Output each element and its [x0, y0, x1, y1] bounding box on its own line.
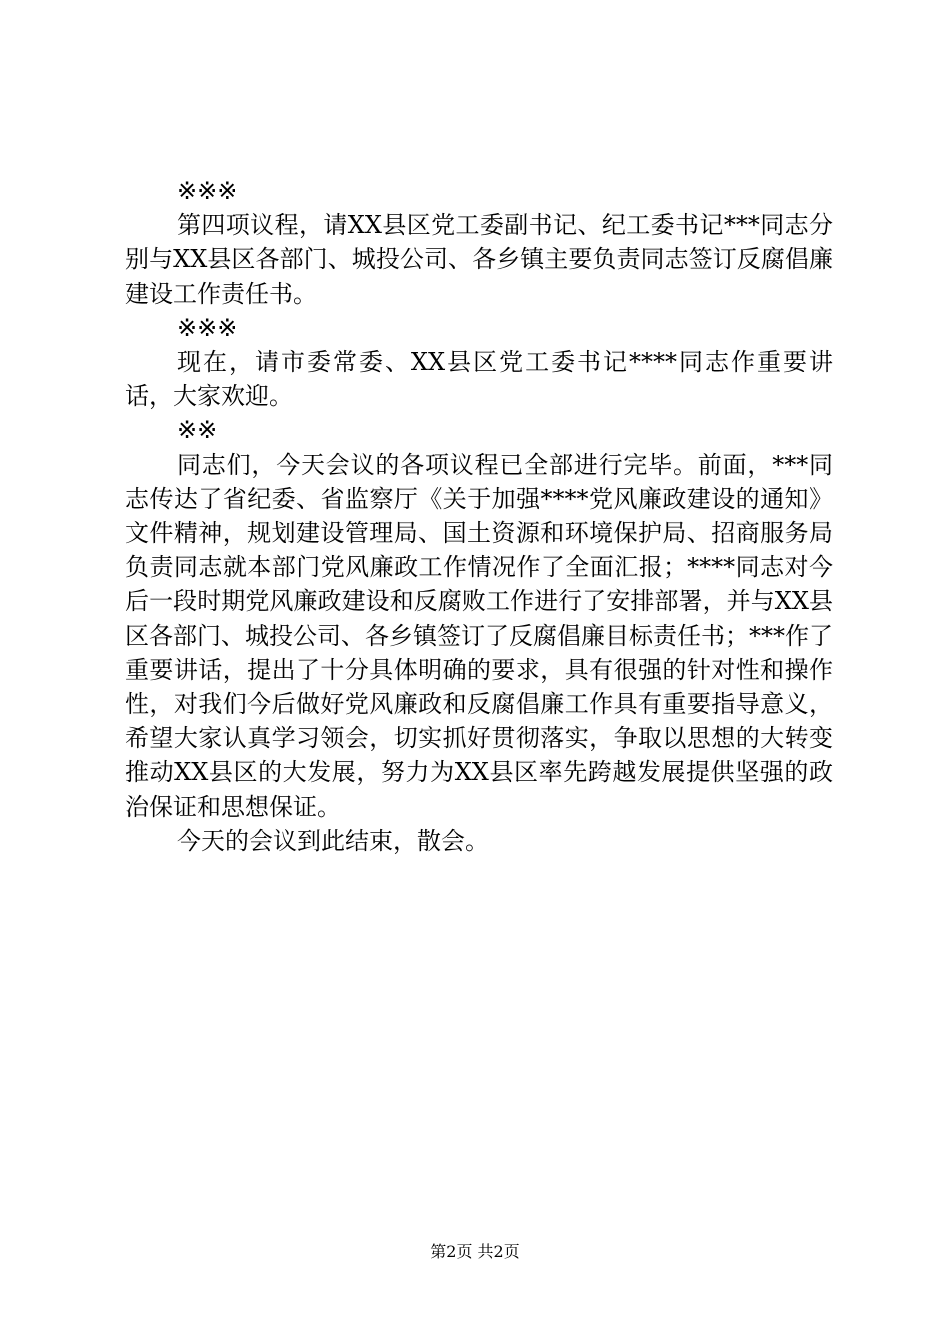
paragraph-meeting-adjourned: 今天的会议到此结束，散会。: [177, 826, 489, 855]
document-body: [125, 174, 833, 858]
section-separator: ※※: [177, 416, 218, 445]
paragraph-agenda-item-four: 第四项议程，请XX县区党工委副书记、纪工委书记***同志分别与XX县区各部门、城投公司、各乡镇主要负责同志签订反腐倡廉建设工作责任书。: [125, 211, 833, 308]
section-separator: ※※※: [177, 177, 238, 205]
page-number-footer: 第2页 共2页: [430, 1242, 520, 1261]
paragraph-closing-summary: 同志们，今天会议的各项议程已全部进行完毕。前面，***同志传达了省纪委、省监察厅《关于加强****党风廉政建设的通知》文件精神，规划建设管理局、国土资源和环境保护局、招商服务局负责同志就本部门党风廉政工作情况作了全面汇报；****同志对今后一段时期党风廉政建设和反腐败工作进行了安排部署，并与XX县区各部门、城投公司、各乡镇签订了反腐倡廉目标责任书；***作了重要讲话，提出了十分具体明确的要求，具有很强的针对性和操作性，对我们今后做好党风廉政和反腐倡廉工作具有重要指导意义，希望大家认真学习领会，切实抓好贯彻落实，争取以思想的大转变推动XX县区的大发展，努力为XX县区率先跨越发展提供坚强的政治保证和思想保证。: [125, 450, 833, 821]
paragraph-speech-invitation: 现在，请市委常委、XX县区党工委书记****同志作重要讲话，大家欢迎。: [125, 348, 833, 411]
section-separator: ※※※: [177, 313, 238, 342]
